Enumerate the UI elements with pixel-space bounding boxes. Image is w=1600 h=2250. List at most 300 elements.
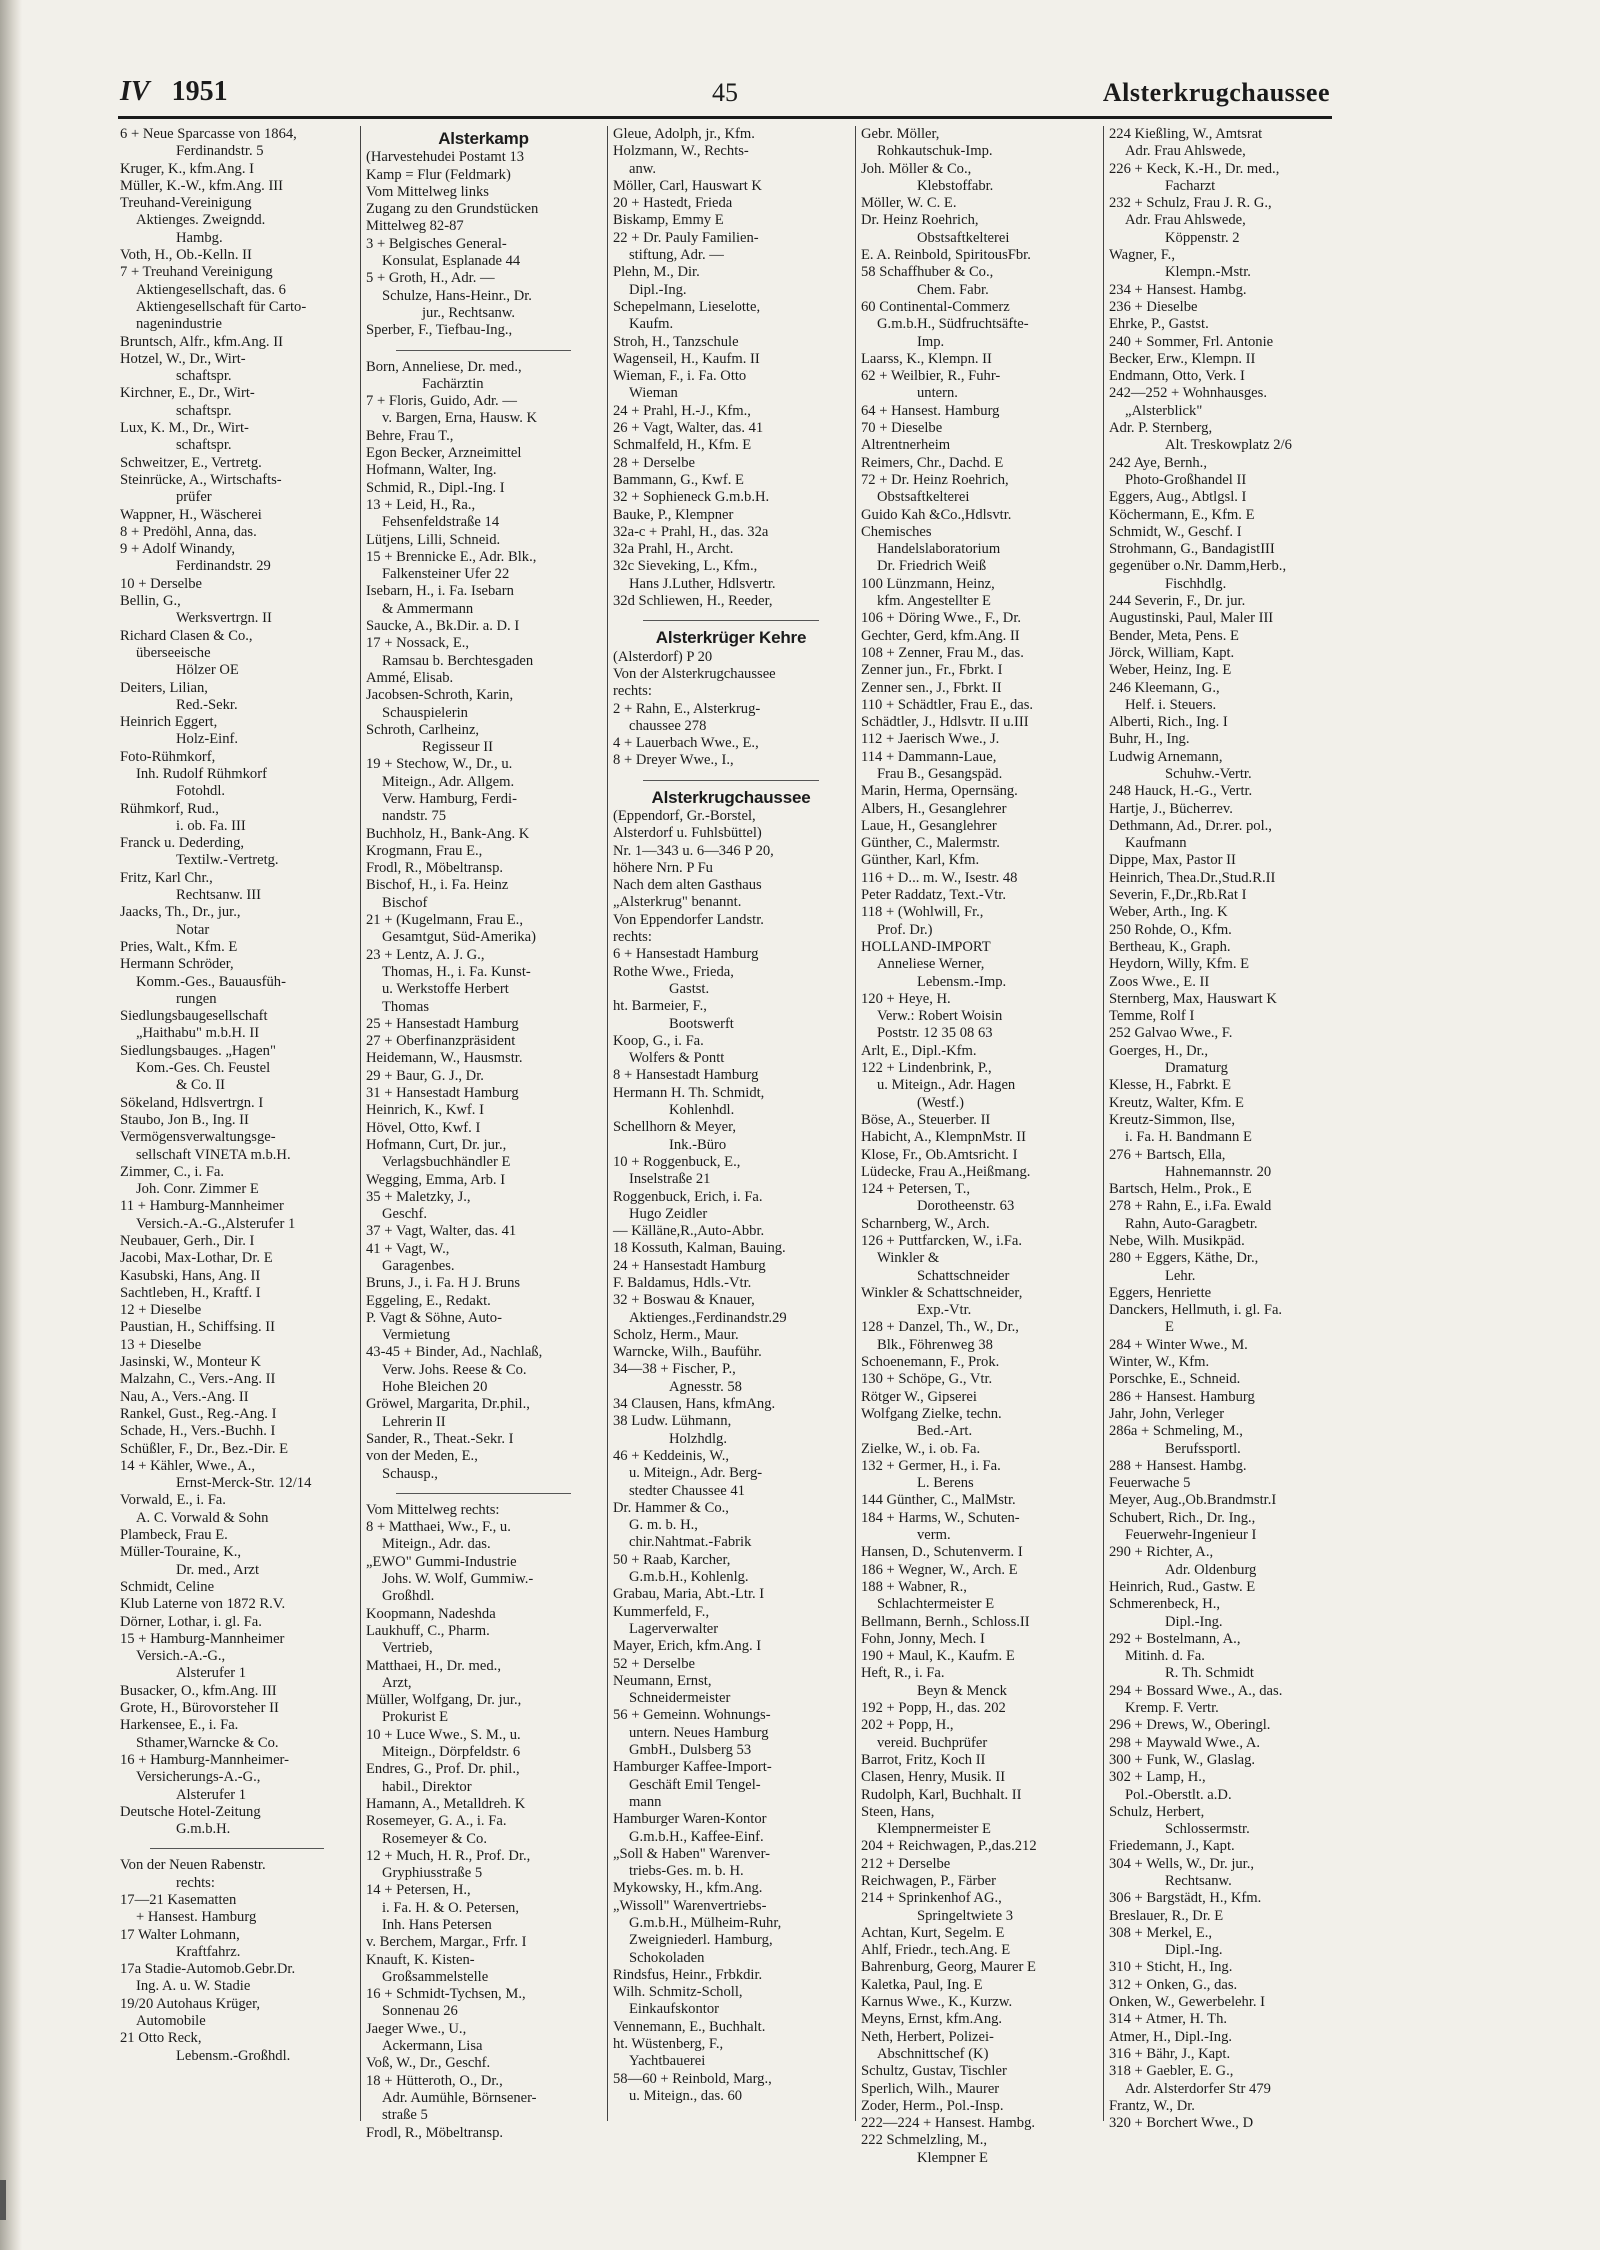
directory-entry: 32d Schliewen, H., Reeder, (613, 593, 773, 610)
directory-entry: Born, Anneliese, Dr. med., (366, 358, 522, 375)
directory-entry: 8 + Dreyer Wwe., I., (613, 752, 734, 769)
directory-entry: 202 + Popp, H., (861, 1717, 954, 1734)
directory-entry: 18 Kossuth, Kalman, Bauing. (613, 1240, 786, 1257)
directory-entry: Berufssportl. (1165, 1440, 1241, 1457)
directory-entry: Obstsaftkelterei (917, 229, 1010, 246)
section-separator (643, 620, 819, 621)
directory-entry: F. Baldamus, Hdls.-Vtr. (613, 1275, 752, 1291)
directory-entry: Joh. Conr. Zimmer E (136, 1181, 259, 1198)
directory-entry: Mitinh. d. Fa. (1125, 1648, 1205, 1665)
directory-entry: Holzhdlg. (669, 1430, 727, 1447)
directory-entry: Feuerwehr-Ingenieur I (1125, 1527, 1257, 1544)
directory-entry: Jahr, John, Verleger (1109, 1405, 1225, 1422)
directory-entry: 60 Continental-Commerz (861, 298, 1010, 315)
directory-entry: Schulze, Hans-Heinr., Dr. (382, 287, 532, 304)
directory-entry: Kreutz, Walter, Kfm. E (1109, 1094, 1244, 1111)
directory-entry: Feuerwache 5 (1109, 1475, 1191, 1492)
directory-entry: 31 + Hansestadt Hamburg (366, 1085, 519, 1102)
directory-entry: Klesse, H., Fabrkt. E (1109, 1077, 1232, 1094)
directory-entry: 240 + Sommer, Frl. Antonie (1109, 333, 1274, 350)
directory-entry: Klub Laterne von 1872 R.V. (120, 1596, 286, 1613)
directory-entry: 114 + Dammann-Laue, (861, 748, 997, 765)
directory-entry: 276 + Bartsch, Ella, (1109, 1146, 1226, 1163)
directory-entry: Sthamer,Warncke & Co. (136, 1734, 279, 1751)
directory-entry: (Eppendorf, Gr.-Borstel, (613, 807, 756, 824)
directory-entry: 15 + Hamburg-Mannheimer (120, 1630, 285, 1647)
directory-entry: Achtan, Kurt, Segelm. E (861, 1924, 1005, 1941)
directory-entry: untern. (917, 385, 958, 402)
directory-entry: 38 Ludw. Lühmann, (613, 1413, 732, 1430)
directory-entry: Wieman (629, 385, 678, 402)
directory-entry: Scholz, Herm., Maur. (613, 1326, 739, 1343)
directory-entry: Nau, A., Vers.-Ang. II (120, 1388, 249, 1405)
directory-entry: Deiters, Lilian, (120, 679, 208, 696)
directory-entry: v. Bargen, Erna, Hausw. K (382, 410, 538, 427)
directory-entry: Pol.-Oberstlt. a.D. (1125, 1786, 1232, 1803)
page-binding-shadow (0, 0, 22, 2250)
directory-entry: Sachtleben, H., Kraftf. I (120, 1284, 261, 1301)
directory-entry: 11 + Hamburg-Mannheimer (120, 1198, 284, 1215)
directory-entry: Günther, Karl, Kfm. (861, 852, 980, 869)
directory-entry: Barrot, Fritz, Koch II (861, 1751, 986, 1768)
directory-entry: Hofmann, Walter, Ing. (366, 462, 497, 479)
directory-entry: Weber, Arth., Ing. K (1109, 904, 1228, 921)
directory-entry: 130 + Schöpe, G., Vtr. (861, 1371, 993, 1388)
directory-entry: E (1165, 1319, 1174, 1336)
directory-entry: Fritz, Karl Chr., (120, 869, 213, 886)
directory-entry: 280 + Eggers, Käthe, Dr., (1109, 1250, 1259, 1267)
directory-entry: 204 + Reichwagen, P.,das.212 (861, 1838, 1037, 1855)
directory-entry: Kamp = Flur (Feldmark) (366, 166, 511, 183)
directory-entry: Gebr. Möller, (861, 126, 940, 142)
directory-entry: Dr. med., Arzt (176, 1561, 260, 1578)
directory-entry: Jaacks, Th., Dr., jur., (120, 904, 241, 921)
directory-entry: Automobile (136, 2013, 206, 2030)
directory-entry: Albers, H., Gesanglehrer (861, 800, 1007, 817)
directory-entry: Alt. Treskowplatz 2/6 (1165, 437, 1292, 454)
directory-entry: Habicht, A., KlempnMstr. II (861, 1129, 1026, 1146)
street-heading: Alsterkrugchaussee (651, 787, 811, 807)
directory-entry: Joh. Möller & Co., (861, 160, 972, 177)
directory-entry: Chemisches (861, 523, 932, 540)
directory-entry: Gleue, Adolph, jr., Kfm. (613, 126, 755, 142)
directory-entry: Heinrich, Rud., Gastw. E (1109, 1578, 1256, 1595)
directory-entry: Heinrich, K., Kwf. I (366, 1102, 484, 1119)
directory-entry: habil., Direktor (382, 1778, 472, 1795)
directory-entry: Kremp. F. Vertr. (1125, 1700, 1219, 1717)
directory-entry: Vermögensverwaltungsge- (120, 1129, 276, 1146)
directory-entry: 224 Kießling, W., Amtsrat (1109, 126, 1263, 142)
directory-entry: Verlagsbuchhändler E (382, 1154, 511, 1171)
directory-entry: Dorotheenstr. 63 (917, 1198, 1015, 1215)
directory-entry: schaftspr. (176, 402, 232, 419)
directory-entry: Adr. Frau Ahlswede, (1125, 212, 1246, 229)
directory-entry: 234 + Hansest. Hambg. (1109, 281, 1247, 298)
directory-entry: Schneidermeister (629, 1690, 731, 1707)
directory-entry: schaftspr. (176, 368, 232, 385)
directory-entry: 21 Otto Reck, (120, 2030, 202, 2047)
directory-entry: Hansen, D., Schutenverm. I (861, 1544, 1023, 1561)
directory-entry: 12 + Much, H. R., Prof. Dr., (366, 1847, 531, 1864)
directory-entry: Agnesstr. 58 (669, 1378, 742, 1395)
directory-entry: Heft, R., i. Fa. (861, 1665, 945, 1682)
directory-entry: Facharzt (1165, 177, 1216, 194)
directory-entry: Behre, Frau T., (366, 427, 454, 444)
directory-entry: Frantz, W., Dr. (1109, 2097, 1195, 2114)
directory-entry: 17—21 Kasematten (120, 1891, 237, 1908)
directory-entry: Hermann Schröder, (120, 956, 234, 973)
directory-entry: Marin, Herma, Opernsäng. (861, 783, 1018, 800)
directory-entry: 128 + Danzel, Th., W., Dr., (861, 1319, 1019, 1336)
directory-entry: L. Berens (917, 1475, 974, 1492)
directory-entry: Handelslaboratorium (877, 541, 1001, 558)
directory-entry: Bischof (382, 894, 428, 911)
directory-entry: 242 Aye, Bernh., (1109, 454, 1207, 471)
directory-entry: Aktiengesellschaft für Carto- (136, 298, 307, 315)
directory-entry: Koop, G., i. Fa. (613, 1032, 704, 1049)
directory-entry: Hamburger Kaffee-Import- (613, 1759, 772, 1776)
directory-entry: Schroth, Carlheinz, (366, 721, 480, 738)
directory-entry: Danckers, Hellmuth, i. gl. Fa. (1109, 1302, 1283, 1319)
directory-entry: 242—252 + Wohnhausges. (1109, 385, 1267, 402)
directory-entry: Franck u. Dederding, (120, 835, 245, 852)
directory-entry: 28 + Derselbe (613, 454, 695, 471)
directory-entry: Zenner jun., Fr., Fbrkt. I (861, 662, 1003, 679)
directory-entry: 316 + Bähr, J., Kapt. (1109, 2045, 1231, 2062)
directory-entry: Photo-Großhandel II (1125, 471, 1247, 488)
directory-entry: Schädtler, J., Hdlsvtr. II u.III (861, 714, 1029, 731)
directory-entry: 17 Walter Lohmann, (120, 1926, 240, 1943)
directory-entry: 58 Schaffhuber & Co., (861, 264, 994, 281)
directory-entry: Kom.-Ges. Ch. Feustel (136, 1060, 271, 1077)
directory-entry: Neumann, Ernst, (613, 1672, 712, 1689)
directory-entry: Komm.-Ges., Bauausfüh- (136, 973, 286, 990)
directory-entry: triebs-Ges. m. b. H. (629, 1863, 744, 1880)
directory-entry: Werksvertrgn. II (176, 610, 272, 627)
directory-entry: Beyn & Menck (917, 1682, 1007, 1699)
directory-entry: stedter Chaussee 41 (629, 1482, 745, 1499)
directory-entry: 24 + Prahl, H.-J., Kfm., (613, 402, 751, 419)
directory-entry: Sander, R., Theat.-Sekr. I (366, 1430, 514, 1447)
directory-entry: Roggenbuck, Erich, i. Fa. (613, 1188, 763, 1205)
directory-entry: Rindsfus, Heinr., Frbkdir. (613, 1966, 763, 1983)
directory-entry: Arlt, E., Dipl.-Kfm. (861, 1042, 977, 1059)
directory-entry: Aktiengesellschaft, das. 6 (136, 281, 286, 298)
directory-entry: Poststr. 12 35 08 63 (877, 1025, 993, 1042)
directory-entry: Sperlich, Wilh., Maurer (861, 2080, 1000, 2097)
directory-entry: Bed.-Art. (917, 1423, 973, 1440)
directory-entry: 294 + Bossard Wwe., A., das. (1109, 1682, 1283, 1699)
directory-entry: Kasubski, Hans, Ang. II (120, 1267, 261, 1284)
directory-entry: 278 + Rahn, E., i.Fa. Ewald (1109, 1198, 1272, 1215)
directory-entry: Ramsau b. Berchtesgaden (382, 652, 534, 669)
directory-entry: 286a + Schmeling, M., (1109, 1423, 1243, 1440)
directory-entry: Rühmkorf, Rud., (120, 800, 219, 817)
directory-entry: Obstsaftkelterei (877, 489, 970, 506)
column-divider (607, 126, 608, 2121)
directory-entry: Strohmann, G., BandagistIII (1109, 541, 1275, 558)
directory-entry: rechts: (613, 929, 652, 946)
directory-entry: Hartje, J., Bücherrev. (1109, 800, 1233, 817)
directory-entry: 43-45 + Binder, Ad., Nachlaß, (366, 1344, 543, 1361)
directory-entry: Schulz, Herbert, (1109, 1803, 1205, 1820)
directory-entry: Dramaturg (1165, 1060, 1228, 1077)
directory-entry: Hamburger Waren-Kontor (613, 1811, 767, 1828)
directory-entry: Malzahn, C., Vers.-Ang. II (120, 1371, 276, 1388)
directory-entry: 118 + (Wohlwill, Fr., (861, 904, 984, 921)
directory-entry: Jaeger Wwe., U., (366, 2020, 467, 2037)
directory-entry: Hahnemannstr. 20 (1165, 1163, 1272, 1180)
directory-entry: 10 + Roggenbuck, E., (613, 1153, 741, 1170)
directory-entry: Schokoladen (629, 1949, 705, 1966)
directory-entry: jur., Rechtsanw. (422, 304, 516, 321)
directory-entry: Rothe Wwe., Frieda, (613, 963, 734, 980)
directory-entry: verm. (917, 1527, 951, 1544)
directory-entry: Dr. Friedrich Weiß (877, 558, 987, 575)
directory-entry: 7 + Floris, Guido, Adr. — (366, 393, 517, 410)
directory-entry: Winkler & (877, 1250, 940, 1267)
directory-entry: Kaletka, Paul, Ing. E (861, 1976, 983, 1993)
directory-entry: Schuhw.-Vertr. (1165, 765, 1252, 782)
directory-entry: 24 + Hansestadt Hamburg (613, 1257, 766, 1274)
directory-entry: 32 + Sophieneck G.m.b.H. (613, 489, 770, 506)
directory-entry: 144 Günther, C., MalMstr. (861, 1492, 1016, 1509)
directory-entry: Hölzer OE (176, 662, 239, 679)
directory-entry: 232 + Schulz, Frau J. R. G., (1109, 195, 1272, 212)
directory-entry: 13 + Dieselbe (120, 1336, 202, 1353)
directory-entry: 32a Prahl, H., Archt. (613, 541, 734, 558)
directory-entry: Helf. i. Steuers. (1125, 696, 1217, 713)
directory-entry: u. Miteign., Adr. Berg- (629, 1465, 763, 1482)
directory-entry: 10 + Luce Wwe., S. M., u. (366, 1726, 521, 1743)
directory-entry: Kreutz-Simmon, Ilse, (1109, 1111, 1236, 1128)
directory-entry: Clasen, Henry, Musik. II (861, 1769, 1006, 1786)
directory-entry: Kraftfahrz. (176, 1943, 241, 1960)
directory-entry: + Hansest. Hamburg (136, 1909, 257, 1926)
directory-entry: Verw.: Robert Woisin (877, 1008, 1003, 1025)
directory-entry: Schoenemann, F., Prok. (861, 1354, 1000, 1371)
directory-entry: Schubert, Rich., Dr. Ing., (1109, 1509, 1256, 1526)
directory-entry: Schlossermstr. (1165, 1821, 1250, 1838)
directory-entry: 312 + Onken, G., das. (1109, 1976, 1238, 1993)
directory-entry: Exp.-Vtr. (917, 1302, 972, 1319)
directory-entry: Schweitzer, E., Vertretg. (120, 454, 262, 471)
directory-entry: Hotzel, W., Dr., Wirt- (120, 350, 246, 367)
directory-column-3 (613, 126, 849, 2126)
directory-entry: G.m.b.H., Mülheim-Ruhr, (629, 1914, 782, 1931)
directory-entry: Verw. Hamburg, Ferdi- (382, 790, 517, 807)
directory-entry: Altrentnerheim (861, 437, 951, 454)
directory-entry: Von der Neuen Rabenstr. (120, 1857, 266, 1874)
directory-entry: Endres, G., Prof. Dr. phil., (366, 1761, 520, 1778)
directory-entry: 64 + Hansest. Hamburg (861, 402, 1000, 419)
directory-entry: Versicherungs-A.-G., (136, 1769, 261, 1786)
directory-entry: 188 + Wabner, R., (861, 1578, 967, 1595)
page-edge-mark (0, 2180, 6, 2220)
directory-entry: Hövel, Otto, Kwf. I (366, 1119, 481, 1136)
directory-entry: Bender, Meta, Pens. E (1109, 627, 1239, 644)
directory-entry: Guido Kah &Co.,Hdlsvtr. (861, 506, 1012, 523)
directory-entry: 13 + Leid, H., Ra., (366, 496, 476, 513)
directory-entry: Temme, Rolf I (1109, 1008, 1195, 1025)
directory-entry: Ferdinandstr. 5 (176, 143, 264, 160)
directory-entry: Karnus Wwe., K., Kurzw. (861, 1994, 1013, 2011)
directory-entry: Schultz, Gustav, Tischler (861, 2063, 1007, 2080)
directory-entry: 250 Rohde, O., Kfm. (1109, 921, 1232, 938)
directory-entry: mann (629, 1793, 662, 1810)
directory-entry: Neubauer, Gerh., Dir. I (120, 1233, 255, 1249)
directory-entry: stiftung, Adr. — (629, 247, 724, 264)
directory-entry: ht. Barmeier, F., (613, 998, 707, 1015)
directory-entry: Laarss, K., Klempn. II (861, 350, 992, 367)
directory-entry: 244 Severin, F., Dr. jur. (1109, 593, 1246, 610)
directory-entry: Mayer, Erich, kfm.Ang. I (613, 1638, 762, 1655)
directory-entry: 212 + Derselbe (861, 1855, 951, 1872)
directory-entry: Günther, C., Malermstr. (861, 835, 1000, 852)
directory-entry: 222—224 + Hansest. Hambg. (861, 2115, 1036, 2132)
directory-entry: G.m.b.H. (176, 1821, 231, 1838)
directory-entry: Möller, Carl, Hauswart K (613, 177, 762, 194)
directory-entry: 308 + Merkel, E., (1109, 1924, 1213, 1941)
directory-entry: Schepelmann, Lieselotte, (613, 298, 761, 315)
directory-entry: Friedemann, J., Kapt. (1109, 1838, 1235, 1855)
directory-entry: Schmerenbeck, H., (1109, 1596, 1221, 1613)
directory-entry: Böse, A., Steuerber. II (861, 1111, 991, 1128)
directory-entry: anw. (629, 160, 657, 177)
directory-entry: Thomas (382, 998, 430, 1015)
directory-entry: Schausp., (382, 1465, 438, 1482)
directory-entry: Foto-Rühmkorf, (120, 748, 216, 765)
directory-entry: Frau B., Gesangspäd. (877, 765, 1003, 782)
column-divider (1103, 126, 1104, 2121)
directory-entry: Zweigniederl. Hamburg, (629, 1932, 773, 1949)
directory-entry: 184 + Harms, W., Schuten- (861, 1509, 1020, 1526)
directory-entry: Klose, Fr., Ob.Amtsricht. I (861, 1146, 1018, 1163)
directory-entry: Kohlenhdl. (669, 1102, 735, 1119)
directory-entry: 222 Schmelzling, M., (861, 2132, 988, 2149)
directory-entry: Prokurist E (382, 1709, 449, 1726)
page-header (120, 76, 1330, 116)
directory-entry: Winkler & Schattschneider, (861, 1284, 1023, 1301)
directory-entry: Dipl.-Ing. (1165, 1613, 1223, 1630)
directory-entry: Wolfers & Pontt (629, 1050, 725, 1067)
directory-entry: Gechter, Gerd, kfm.Ang. II (861, 627, 1020, 644)
directory-entry: Buchholz, H., Bank-Ang. K (366, 825, 530, 842)
directory-entry: Koopmann, Nadeshda (366, 1605, 496, 1622)
directory-entry: Bischof, H., i. Fa. Heinz (366, 877, 509, 894)
directory-entry: Vom Mittelweg links (366, 183, 489, 200)
directory-column-2 (366, 126, 601, 2141)
directory-entry: 22 + Dr. Pauly Familien- (613, 229, 759, 246)
directory-entry: Jacobsen-Schroth, Karin, (366, 687, 514, 704)
directory-entry: Atmer, H., Dipl.-Ing. (1109, 2028, 1233, 2045)
directory-entry: Adr. Oldenburg (1165, 1561, 1257, 1578)
directory-entry: Eggers, Aug., Abtlgsl. I (1109, 489, 1247, 506)
directory-entry: „Alsterkrug" benannt. (613, 894, 742, 911)
directory-entry: Neth, Herbert, Polizei- (861, 2028, 994, 2045)
directory-entry: Dippe, Max, Pastor II (1109, 852, 1236, 869)
directory-entry: 300 + Funk, W., Glaslag. (1109, 1751, 1256, 1768)
directory-column-4 (861, 126, 1097, 2166)
directory-entry: Augustinski, Paul, Maler III (1109, 610, 1274, 627)
directory-entry: Paustian, H., Schiffsing. II (120, 1319, 275, 1336)
directory-entry: Vom Mittelweg rechts: (366, 1501, 500, 1518)
directory-entry: 41 + Vagt, W., (366, 1240, 450, 1257)
directory-entry: prüfer (176, 489, 212, 506)
directory-entry: Geschf. (382, 1206, 427, 1223)
directory-entry: Mykowsky, H., kfm.Ang. (613, 1880, 763, 1897)
directory-entry: Schauspielerin (382, 704, 468, 721)
directory-entry: Biskamp, Emmy E (613, 212, 724, 229)
directory-entry: Klempner E (917, 2149, 988, 2166)
directory-entry: Dr. Hammer & Co., (613, 1499, 729, 1516)
directory-entry: Klempnermeister E (877, 1821, 991, 1838)
directory-entry: Krogmann, Frau E., (366, 842, 483, 859)
directory-entry: Gesamtgut, Süd-Amerika) (382, 929, 537, 946)
directory-entry: Adr. P. Sternberg, (1109, 420, 1213, 437)
directory-entry: 18 + Hütteroth, O., Dr., (366, 2072, 503, 2089)
directory-entry: Isebarn, H., i. Fa. Isebarn (366, 583, 514, 600)
directory-entry: Matthaei, H., Dr. med., (366, 1657, 501, 1674)
directory-entry: Hans J.Luther, Hdlsvertr. (629, 575, 776, 592)
directory-entry: 56 + Gemeinn. Wohnungs- (613, 1707, 771, 1724)
directory-entry: Zielke, W., i. ob. Fa. (861, 1440, 981, 1457)
directory-entry: „Wissoll" Warenvertriebs- (613, 1897, 767, 1914)
directory-entry: 20 + Hastedt, Frieda (613, 195, 733, 212)
directory-entry: Großsammelstelle (382, 1968, 489, 1985)
directory-entry: Ferdinandstr. 29 (176, 558, 271, 575)
section-separator (396, 350, 571, 351)
directory-entry: kfm. Angestellter E (877, 593, 991, 610)
directory-entry: & Co. II (176, 1077, 226, 1094)
directory-entry: Rötger W., Gipserei (861, 1388, 977, 1405)
street-heading: Alsterkrüger Kehre (655, 628, 807, 648)
directory-entry: Hohe Bleichen 20 (382, 1379, 488, 1396)
directory-entry: Wagner, F., (1109, 247, 1175, 264)
directory-entry: Rechtsanw. III (176, 887, 261, 904)
directory-entry: Zimmer, C., i. Fa. (120, 1163, 224, 1180)
directory-entry: 16 + Hamburg-Mannheimer- (120, 1751, 289, 1768)
directory-entry: Klebstoffabr. (917, 177, 994, 194)
directory-entry: Holz-Einf. (176, 731, 239, 748)
directory-entry: Dörner, Lothar, i. gl. Fa. (120, 1613, 262, 1630)
directory-entry: Voß, W., Dr., Geschf. (366, 2055, 491, 2072)
directory-entry: 302 + Lamp, H., (1109, 1769, 1206, 1786)
directory-entry: Gröwel, Margarita, Dr.phil., (366, 1396, 530, 1413)
directory-entry: Dipl.-Ing. (1165, 1942, 1223, 1959)
directory-entry: 318 + Gaebler, E. G., (1109, 2063, 1234, 2080)
directory-entry: Rudolph, Karl, Buchhalt. II (861, 1786, 1022, 1803)
directory-entry: höhere Nrn. P Fu (613, 859, 713, 876)
directory-entry: G.m.b.H., Kohlenlg. (629, 1569, 749, 1586)
directory-entry: Hugo Zeidler (629, 1205, 708, 1222)
directory-entry: Imp. (917, 333, 945, 350)
directory-entry: Adr. Alsterdorfer Str 479 (1125, 2080, 1271, 2097)
directory-entry: Fachärztin (422, 375, 484, 392)
directory-entry: 252 Galvao Wwe., F. (1109, 1025, 1233, 1042)
directory-entry: Peter Raddatz, Text.-Vtr. (861, 887, 1007, 904)
directory-entry: Scharnberg, W., Arch. (861, 1215, 990, 1232)
directory-entry: Lütjens, Lilli, Schneid. (366, 531, 501, 548)
directory-entry: Staubo, Jon B., Ing. II (120, 1111, 249, 1128)
directory-entry: Fotohdl. (176, 783, 226, 800)
directory-entry: Grabau, Maria, Abt.-Ltr. I (613, 1586, 765, 1603)
directory-entry: rechts: (613, 683, 652, 700)
directory-entry: Eggers, Henriette (1109, 1284, 1212, 1301)
directory-entry: Frodl, R., Möbeltransp. (366, 2124, 504, 2141)
directory-entry: Müller, K.-W., kfm.Ang. III (120, 177, 284, 194)
directory-entry: 12 + Dieselbe (120, 1302, 202, 1319)
